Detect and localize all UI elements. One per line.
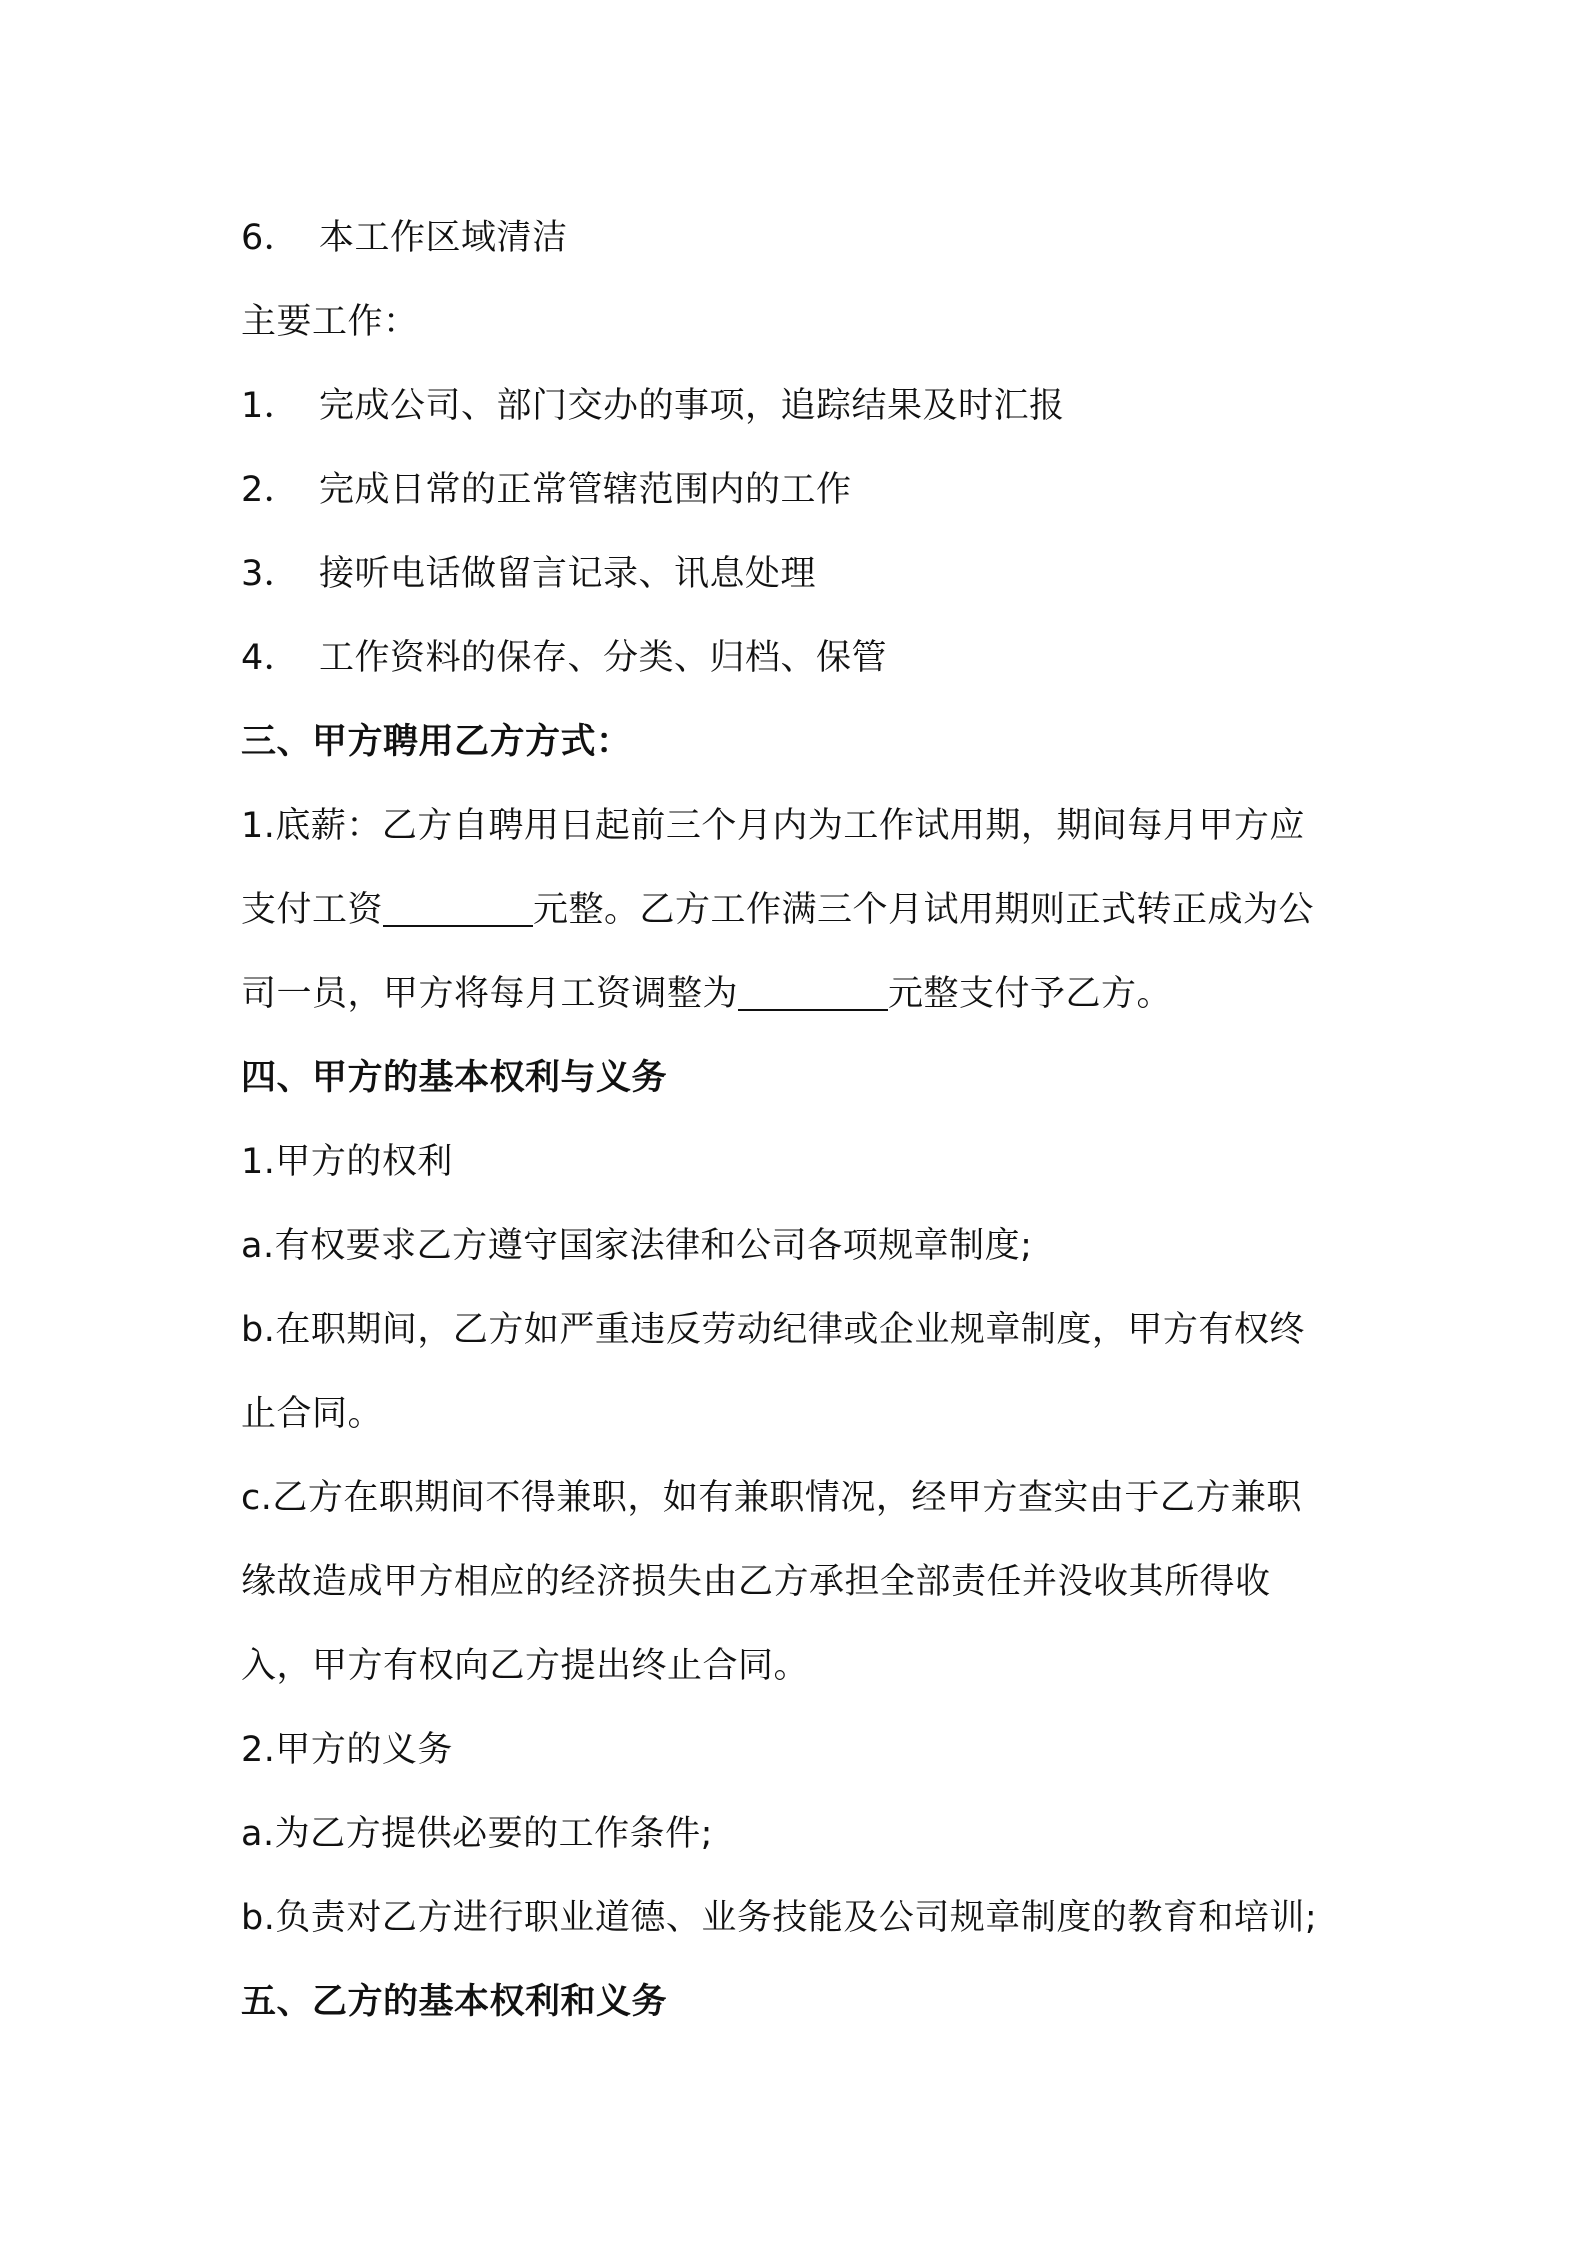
paragraph-line-with-blank [241,868,1361,952]
list-number: 3． [241,554,300,594]
list-item-4 [241,616,1361,700]
text-after-blank: 元整支付予乙方。 [888,974,1173,1014]
subsection-heading: 1.甲方的权利 [241,1142,453,1182]
text-after-blank: 元整。乙方工作满三个月试用期则正式转正成为公 [533,890,1315,930]
paragraph-line: b.负责对乙方进行职业道德、业务技能及公司规章制度的教育和培训; [241,1898,1318,1938]
paragraph-line: c.乙方在职期间不得兼职，如有兼职情况，经甲方查实由于乙方兼职 [241,1478,1302,1518]
section-heading-5: 五、乙方的基本权利和义务 [241,1982,668,2022]
paragraph-line: 缘故造成甲方相应的经济损失由乙方承担全部责任并没收其所得收 [241,1562,1271,1602]
list-text: 接听电话做留言记录、讯息处理 [319,554,817,594]
text-before-blank: 司一员，甲方将每月工资调整为 [241,974,739,1014]
list-item-6 [241,196,1361,280]
paragraph-line: 止合同。 [241,1394,384,1434]
list-number: 1． [241,386,300,426]
list-number: 6． [241,218,300,258]
paragraph-line: a.为乙方提供必要的工作条件; [241,1814,713,1854]
paragraph-line: b.在职期间，乙方如严重违反劳动纪律或企业规章制度，甲方有权终 [241,1310,1305,1350]
list-number: 4． [241,638,300,678]
list-text: 工作资料的保存、分类、归档、保管 [319,638,888,678]
list-item-1 [241,364,1361,448]
fill-in-blank [738,969,888,1011]
section-label-main-work: 主要工作： [241,302,419,342]
list-text: 本工作区域清洁 [319,218,568,258]
document-page [241,196,1361,2044]
list-text: 完成公司、部门交办的事项，追踪结果及时汇报 [319,386,1065,426]
list-item-2 [241,448,1361,532]
subsection-heading: 2.甲方的义务 [241,1730,453,1770]
paragraph-line: a.有权要求乙方遵守国家法律和公司各项规章制度; [241,1226,1033,1266]
section-heading-4: 四、甲方的基本权利与义务 [241,1058,668,1098]
fill-in-blank [383,885,533,927]
text-before-blank: 支付工资 [241,890,384,930]
list-item-3 [241,532,1361,616]
paragraph-line: 1.底薪：乙方自聘用日起前三个月内为工作试用期，期间每月甲方应 [241,806,1305,846]
list-text: 完成日常的正常管辖范围内的工作 [319,470,852,510]
section-heading-3: 三、甲方聘用乙方方式： [241,722,632,762]
paragraph-line-with-blank [241,952,1361,1036]
paragraph-line: 入，甲方有权向乙方提出终止合同。 [241,1646,810,1686]
list-number: 2． [241,470,300,510]
